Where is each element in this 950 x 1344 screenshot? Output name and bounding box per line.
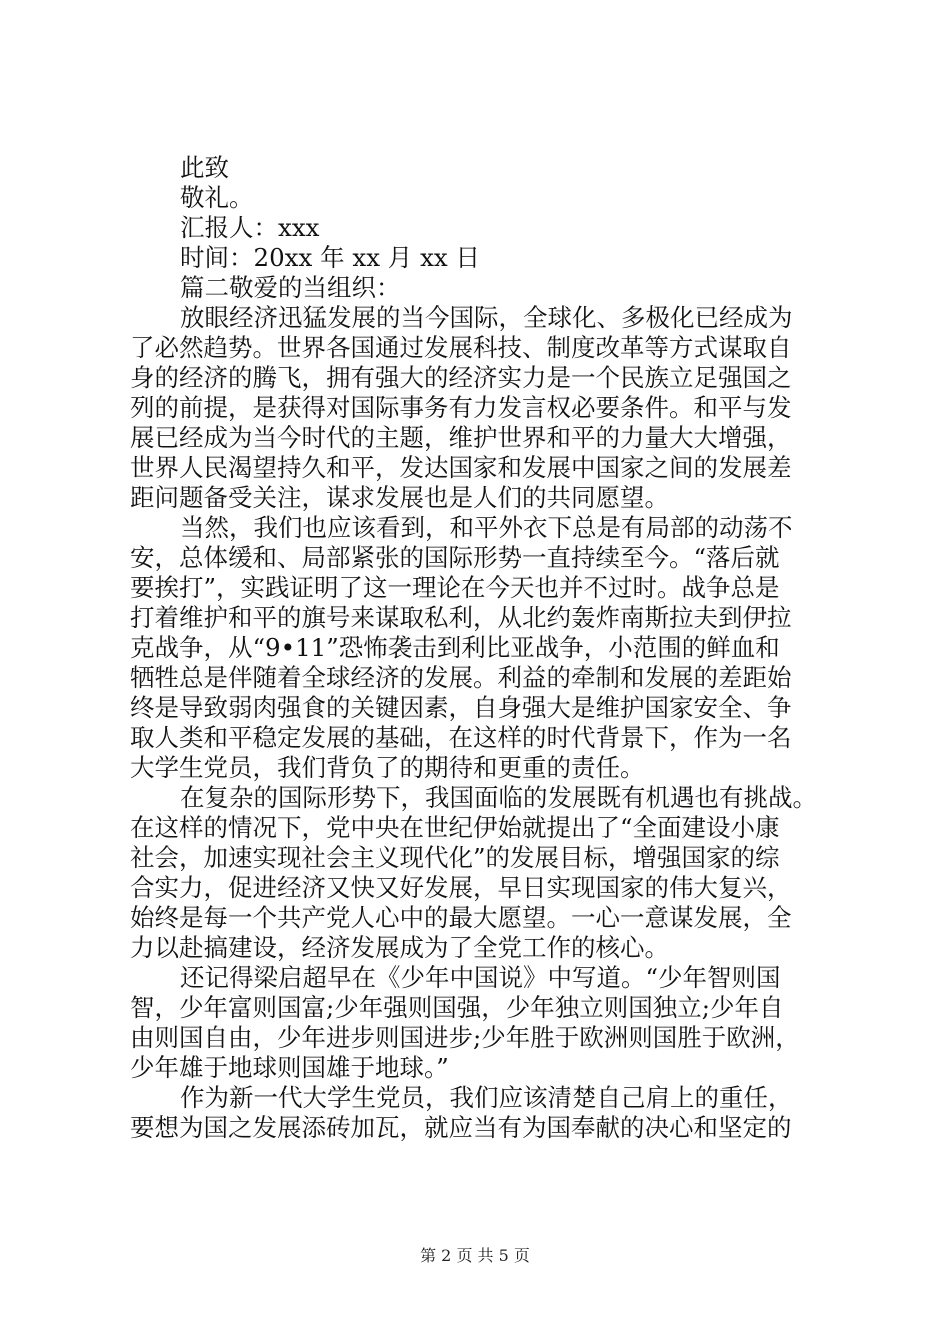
body-line: 智，少年富则国富;少年强则国强，少年独立则国独立;少年自	[130, 993, 784, 1022]
body-line: 身的经济的腾飞，拥有强大的经济实力是一个民族立足强国之	[130, 363, 792, 392]
body-line: 列的前提，是获得对国际事务有力发言权必要条件。和平与发	[130, 393, 792, 422]
body-line: 由则国自由，少年进步则国进步;少年胜于欧洲则国胜于欧洲，	[130, 1023, 800, 1052]
body-line: 了必然趋势。世界各国通过发展科技、制度改革等方式谋取自	[130, 333, 792, 362]
body-line: 距问题备受关注，谋求发展也是人们的共同愿望。	[130, 483, 669, 512]
document-body	[130, 153, 830, 1143]
closing-regards: 敬礼。	[180, 183, 254, 212]
page-footer: 第 2 页 共 5 页	[420, 1246, 530, 1265]
body-line: 展已经成为当今时代的主题，维护世界和平的力量大大增强，	[130, 423, 792, 452]
body-line: 大学生党员，我们背负了的期待和更重的责任。	[130, 753, 645, 782]
body-line: 要挨打”，实践证明了这一理论在今天也并不过时。战争总是	[130, 573, 780, 602]
body-line: 放眼经济迅猛发展的当今国际，全球化、多极化已经成为	[180, 303, 793, 332]
body-line: 合实力，促进经济又快又好发展，早日实现国家的伟大复兴，	[130, 873, 792, 902]
body-line: 还记得梁启超早在《少年中国说》中写道。“少年智则国	[180, 963, 781, 992]
body-line: 牺牲总是伴随着全球经济的发展。利益的牵制和发展的差距始	[130, 663, 792, 692]
body-line: 当然，我们也应该看到，和平外衣下总是有局部的动荡不	[180, 513, 793, 542]
body-line: 社会，加速实现社会主义现代化”的发展目标，增强国家的综	[130, 843, 780, 872]
body-line: 安，总体缓和、局部紧张的国际形势一直持续至今。“落后就	[130, 543, 780, 572]
body-line: 作为新一代大学生党员，我们应该清楚自己肩上的重任，	[180, 1083, 793, 1112]
reporter-line: 汇报人：xxx	[180, 213, 320, 242]
body-line: 始终是每一个共产党人心中的最大愿望。一心一意谋发展，全	[130, 903, 792, 932]
body-line: 在复杂的国际形势下，我国面临的发展既有机遇也有挑战。	[180, 783, 817, 812]
body-line: 终是导致弱肉强食的关键因素，自身强大是维护国家安全、争	[130, 693, 792, 722]
body-line: 克战争，从“9•11”恐怖袭击到利比亚战争，小范围的鲜血和	[130, 633, 780, 662]
closing-salutation: 此致	[180, 153, 229, 182]
body-line: 在这样的情况下，党中央在世纪伊始就提出了“全面建设小康	[130, 813, 780, 842]
body-text	[130, 303, 830, 1143]
body-line: 打着维护和平的旗号来谋取私利，从北约轰炸南斯拉夫到伊拉	[130, 603, 792, 632]
body-line: 少年雄于地球则国雄于地球。”	[130, 1053, 449, 1082]
body-line: 世界人民渴望持久和平，发达国家和发展中国家之间的发展差	[130, 453, 792, 482]
body-line: 力以赴搞建设，经济发展成为了全党工作的核心。	[130, 933, 669, 962]
body-line: 取人类和平稳定发展的基础，在这样的时代背景下，作为一名	[130, 723, 792, 752]
date-line: 时间：20xx 年 xx 月 xx 日	[180, 243, 481, 272]
section-heading: 篇二敬爱的当组织：	[180, 273, 401, 302]
body-line: 要想为国之发展添砖加瓦，就应当有为国奉献的决心和坚定的	[130, 1113, 792, 1142]
